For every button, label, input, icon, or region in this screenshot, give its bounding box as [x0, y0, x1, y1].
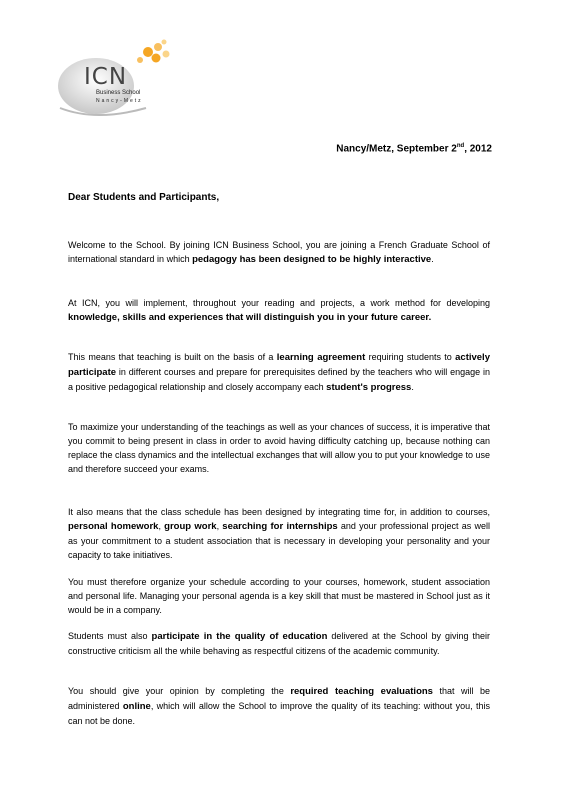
body-text-run: in different courses and prepare for prerequisites defined by the teachers who will engage in a positive pedagogical relationship and closely accompany each [68, 367, 490, 392]
body-text-run: Welcome to the School. By joining ICN Business School, you are joining a French Graduate School of international standard in which [68, 240, 490, 264]
body-text-run: You must therefore organize your schedule according to your courses, homework, student association and personal life. Managing your personal agenda is a key skill that must be mastered in School just as it would be in a company. [68, 577, 490, 615]
emphasis-text: knowledge, skills and experiences that will distinguish you in your future career. [68, 312, 432, 323]
paragraph-welcome [68, 238, 490, 267]
emphasis-text: actively participate [68, 352, 490, 378]
emphasis-text: online [122, 701, 151, 712]
body-text-run: and your professional project as well as your commitment to a student association that is necessary in developing your personality and your capacity to take initiatives. [68, 521, 490, 560]
paragraph-evaluations [68, 684, 490, 728]
body-text-run: , [216, 521, 223, 531]
paragraph-quality [68, 629, 490, 658]
emphasis-text: pedagogy has been designed to be highly interactive [192, 254, 432, 265]
paragraph-schedule [68, 505, 490, 562]
emphasis-text: personal homework [68, 521, 159, 532]
body-text-run: . [431, 254, 434, 264]
icn-logo [56, 38, 176, 124]
letter-date: Nancy/Metz, September 2nd, 2012 [336, 143, 492, 155]
body-text-run: Students must also [68, 631, 152, 641]
emphasis-text: group work [164, 521, 217, 532]
emphasis-text: participate in the quality of education [151, 631, 328, 642]
body-text-run: To maximize your understanding of the teachings as well as your chances of success, it is imperative that you commit to being present in class in order to avoid having difficulty catching up, because nothing can replace the class dynamics and the intellectual exchanges that will allow you to put your knowledge to use and therefore succeed your exams. [68, 422, 490, 474]
body-text-run: , [158, 521, 165, 531]
emphasis-text: learning agreement [276, 352, 366, 363]
body-text-run: requiring students to [365, 352, 456, 362]
body-text-run: At ICN, you will implement, throughout your reading and projects, a work method for developing [68, 298, 490, 308]
paragraph-work-method [68, 296, 490, 325]
body-text-run: delivered at the School by giving their constructive criticism all the while behaving as respectful citizens of the academic community. [68, 631, 490, 656]
paragraph-organize [68, 575, 490, 617]
body-text-run: . [411, 382, 414, 392]
emphasis-text: required teaching evaluations [290, 686, 433, 697]
paragraph-attendance [68, 420, 490, 476]
logo-name: ICN [84, 64, 128, 90]
paragraph-learning-agreement [68, 350, 490, 395]
body-text-run: that will be administered [68, 686, 491, 711]
salutation: Dear Students and Participants, [68, 192, 220, 203]
body-text-run: This means that teaching is built on the basis of a [68, 352, 277, 362]
emphasis-text: searching for internships [222, 521, 338, 532]
logo-line2: Nancy-Metz [96, 98, 143, 104]
logo-line1: Business School [96, 90, 141, 96]
body-text-run: You should give your opinion by completing the [68, 686, 291, 696]
body-text-run: It also means that the class schedule has been designed by integrating time for, in addition to courses, [68, 507, 490, 517]
emphasis-text: student's progress [326, 382, 412, 393]
body-text-run: , which will allow the School to improve the quality of its teaching: without you, this can not be done. [68, 701, 490, 726]
